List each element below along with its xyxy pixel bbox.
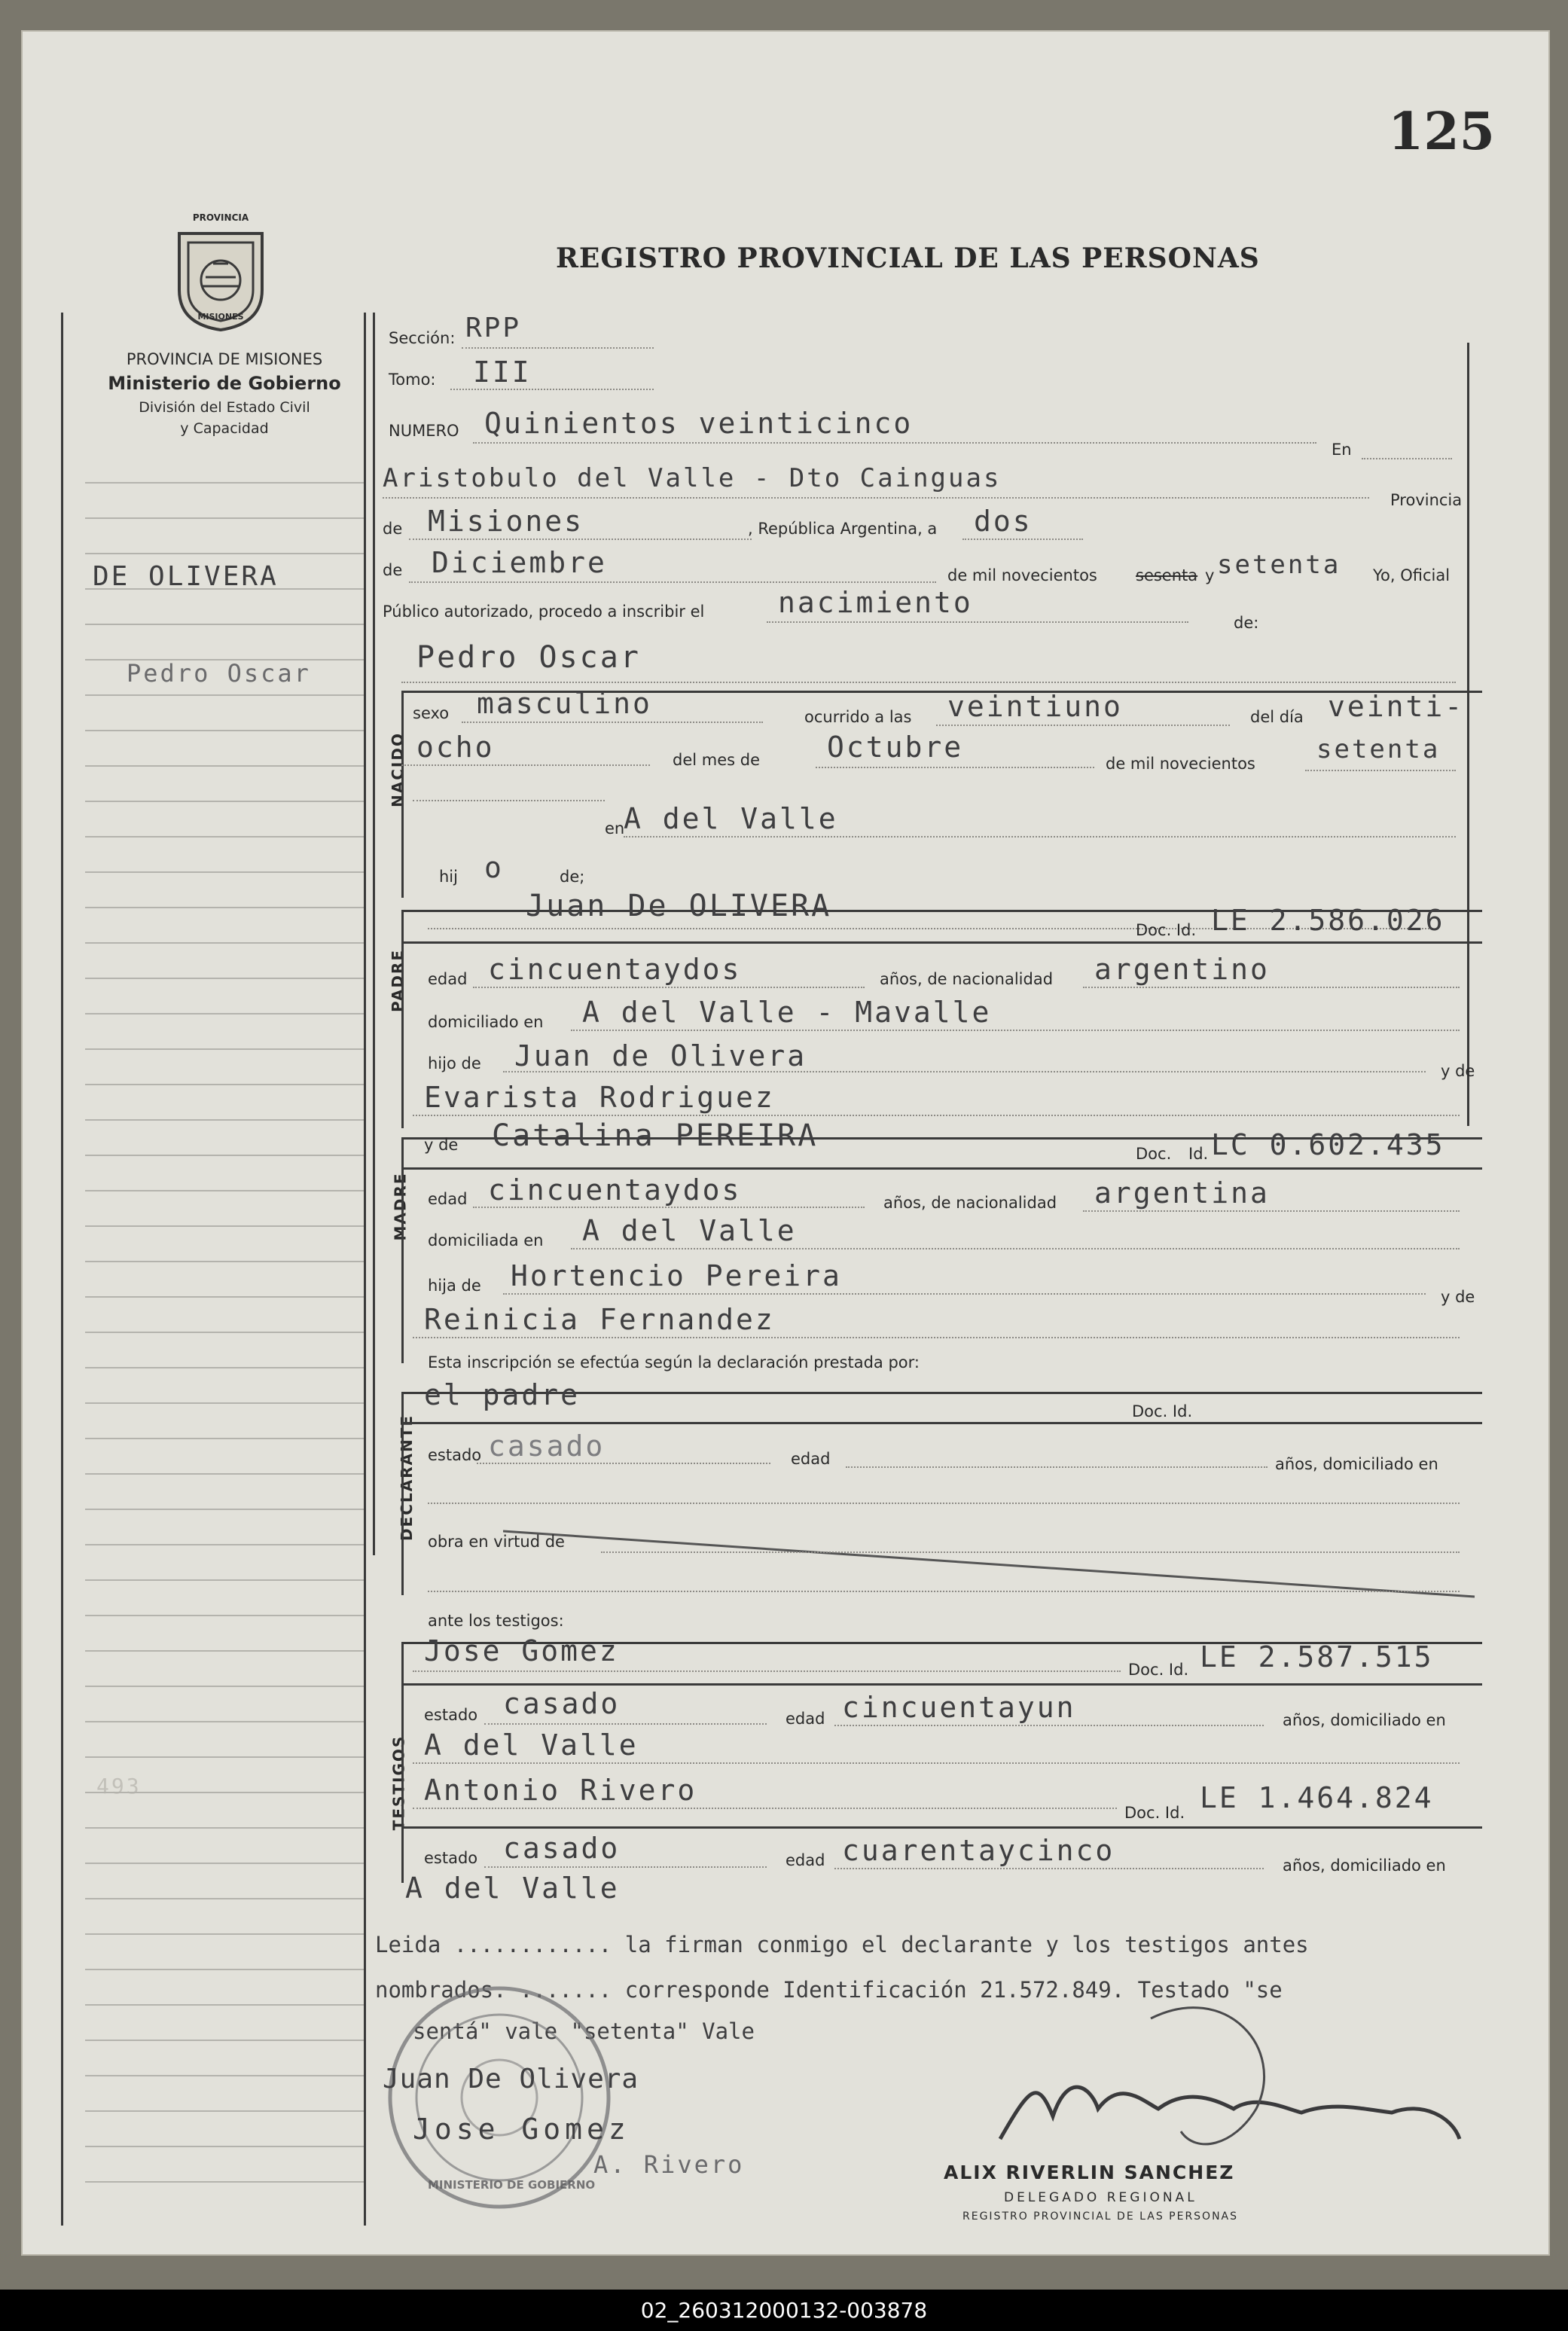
signature-rivero: A. Rivero <box>593 2150 745 2179</box>
value-testigo2-dom: A del Valle <box>405 1872 620 1905</box>
label-y: y <box>1205 566 1215 584</box>
value-mes: Diciembre <box>432 546 607 579</box>
sidebar-ruled-line <box>85 1579 364 1581</box>
document-page <box>21 30 1550 2256</box>
sidebar-ruled-line <box>85 1438 364 1439</box>
value-testigo1-estado: casado <box>503 1687 621 1720</box>
value-padre-dom: A del Valle - Mavalle <box>582 996 992 1029</box>
sidebar-ruled-line <box>85 482 364 484</box>
label-ante: ante los testigos: <box>428 1612 564 1630</box>
nacido-side-rule <box>401 691 404 898</box>
label-madre-id: Id. <box>1188 1145 1209 1163</box>
value-padre-y-de: Evarista Rodriguez <box>424 1081 775 1114</box>
page-title: REGISTRO PROVINCIAL DE LAS PERSONAS <box>556 243 1260 274</box>
label-sesenta: sesenta <box>1136 566 1198 584</box>
value-tomo: III <box>473 355 532 389</box>
stamp-text: MINISTERIO DE GOBIERNO <box>428 2178 596 2192</box>
value-mes-nac: Octubre <box>827 731 964 764</box>
sidebar-ruled-line <box>85 730 364 731</box>
sidebar-ruled-line <box>85 1827 364 1829</box>
value-padre-nombre: Juan De OLIVERA <box>526 889 832 923</box>
value-testigo1: Jose Gomez <box>424 1634 619 1667</box>
value-padre-doc: LE 2.586.026 <box>1211 904 1445 937</box>
sidebar-capacity: y Capacidad <box>180 420 269 437</box>
label-t2-edad: edad <box>786 1851 825 1869</box>
official-office: REGISTRO PROVINCIAL DE LAS PERSONAS <box>962 2210 1239 2223</box>
sidebar-ruled-line <box>85 1261 364 1262</box>
label-padre-dom: domiciliado en <box>428 1013 544 1031</box>
sidebar-surname: DE OLIVERA <box>93 561 279 592</box>
official-title: DELEGADO REGIONAL <box>1004 2190 1197 2205</box>
form-left-rule <box>373 313 375 1555</box>
value-hora: veintiuno <box>947 690 1123 723</box>
value-madre-edad: cincuentaydos <box>488 1173 742 1207</box>
official-round-stamp <box>383 1981 616 2214</box>
value-hij: o <box>484 851 504 884</box>
sidebar-ruled-line <box>85 1473 364 1475</box>
sidebar-right-rule <box>364 313 366 2226</box>
label-en-nac: en <box>605 819 625 838</box>
sidebar-ruled-line <box>85 765 364 767</box>
label-madre-dom: domiciliada en <box>428 1231 544 1249</box>
sidebar-ruled-line <box>85 2040 364 2041</box>
sidebar-ruled-line <box>85 1509 364 1510</box>
label-padre-doc: Doc. Id. <box>1136 921 1197 939</box>
value-nombre: Pedro Oscar <box>416 640 641 675</box>
value-declarante: el padre <box>424 1378 581 1411</box>
sidebar-ruled-line <box>85 1544 364 1545</box>
sidebar-ruled-line <box>85 2110 364 2112</box>
label-t2-anos-dom: años, domiciliado en <box>1283 1857 1446 1875</box>
label-de: de <box>383 520 403 538</box>
value-dia: dos <box>974 505 1033 538</box>
value-testigo2: Antonio Rivero <box>424 1774 697 1807</box>
sidebar-ruled-line <box>85 1898 364 1899</box>
closing-line-3: sentá" vale "setenta" Vale <box>413 2018 755 2044</box>
sidebar-ruled-line <box>85 1013 364 1014</box>
label-en: En <box>1332 441 1352 459</box>
section-label-nacido: NACIDO <box>388 732 407 807</box>
section-label-testigos: TESTIGOS <box>389 1735 408 1831</box>
sidebar-ruled-line <box>85 1863 364 1864</box>
closing-line-1: Leida ............ la firman conmigo el declarante y los testigos antes <box>375 1932 1309 1957</box>
label-del-mes: del mes de <box>673 751 761 769</box>
section-label-madre: MADRE <box>391 1172 410 1241</box>
sidebar-ruled-line <box>85 2181 364 2183</box>
official-name: ALIX RIVERLIN SANCHEZ <box>944 2162 1235 2183</box>
sidebar-ruled-line <box>85 836 364 838</box>
sidebar-ruled-line <box>85 1332 364 1333</box>
section-label-padre: PADRE <box>388 949 407 1012</box>
value-dia-nac2: ocho <box>416 731 495 764</box>
page-number: 125 <box>1388 102 1495 162</box>
sidebar-ruled-line <box>85 1402 364 1404</box>
label-tomo: Tomo: <box>389 371 436 389</box>
sidebar-ruled-line <box>85 1756 364 1758</box>
label-yo-oficial: Yo, Oficial <box>1373 566 1451 584</box>
sidebar-ruled-line <box>85 942 364 944</box>
label-obra: obra en virtud de <box>428 1533 565 1551</box>
sidebar-ruled-line <box>85 871 364 873</box>
value-testigo2-estado: casado <box>503 1832 621 1865</box>
value-madre-nombre: Catalina PEREIRA <box>492 1118 819 1153</box>
signature-juan: Juan De Olivera <box>383 2064 639 2095</box>
value-testigo1-dom: A del Valle <box>424 1728 639 1762</box>
value-numero: Quinientos veinticinco <box>484 407 914 440</box>
value-lugar-nac: A del Valle <box>624 802 838 835</box>
testigos-side-rule <box>401 1642 404 1883</box>
value-testigo2-edad: cuarentaycinco <box>842 1834 1115 1867</box>
label-de-mes: de <box>383 561 403 579</box>
value-padre-hijo-de: Juan de Olivera <box>514 1039 807 1072</box>
label-t1-edad: edad <box>786 1710 825 1728</box>
sidebar-ruled-line <box>85 517 364 519</box>
label-madre-y-de: y de <box>424 1136 459 1154</box>
value-sexo: masculino <box>477 687 652 720</box>
signature-jose: Jose Gomez <box>413 2113 630 2146</box>
label-de-semi: de; <box>560 868 585 886</box>
label-padre-edad: edad <box>428 970 468 988</box>
label-numero: NUMERO <box>389 422 459 440</box>
value-en-place: Aristobulo del Valle - Dto Cainguas <box>383 463 1002 493</box>
label-t1-doc: Doc. Id. <box>1128 1661 1189 1679</box>
label-del-dia: del día <box>1250 708 1304 726</box>
form-right-rule <box>1467 343 1469 1126</box>
coat-of-arms-seal <box>172 212 270 331</box>
sidebar-ruled-line <box>85 1933 364 1935</box>
image-id-footer: 02_260312000132-003878 <box>0 2290 1568 2331</box>
value-anio: setenta <box>1217 550 1341 580</box>
label-madre-doc: Doc. <box>1136 1145 1172 1163</box>
sidebar-ruled-line <box>85 2004 364 2006</box>
sidebar-ruled-line <box>85 1792 364 1793</box>
sidebar-ruled-line <box>85 907 364 908</box>
sidebar-ministry: Ministerio de Gobierno <box>108 373 341 394</box>
label-madre-y-de2: y de <box>1441 1288 1475 1306</box>
sidebar-ruled-line <box>85 1190 364 1191</box>
value-decl-estado: casado <box>488 1429 606 1463</box>
closing-line-2: nombrados. ....... corresponde Identificación 21.572.849. Testado "se <box>375 1977 1283 2003</box>
sidebar-ruled-line <box>85 1119 364 1121</box>
label-madre-edad: edad <box>428 1190 468 1208</box>
seal-text-bottom: MISIONES <box>197 312 244 322</box>
label-publico: Público autorizado, procedo a inscribir el <box>383 603 705 621</box>
label-ocurrido: ocurrido a las <box>804 708 912 726</box>
sidebar-ruled-line <box>85 1225 364 1227</box>
label-t2-doc: Doc. Id. <box>1124 1804 1185 1822</box>
section-label-declarante: DECLARANTE <box>398 1414 416 1542</box>
sidebar-ruled-line <box>85 1969 364 1970</box>
value-madre-y-de: Reinicia Fernandez <box>424 1303 775 1336</box>
declarante-cancel-stroke <box>503 1525 1482 1608</box>
sidebar-ruled-line <box>85 1721 364 1722</box>
value-testigo2-doc: LE 1.464.824 <box>1200 1781 1434 1814</box>
sidebar-ruled-line <box>85 624 364 625</box>
label-hij: hij <box>439 868 458 886</box>
sidebar-ruled-line <box>85 1048 364 1050</box>
sidebar-ruled-line <box>85 1084 364 1085</box>
value-seccion: RPP <box>465 313 522 343</box>
label-decl-edad: edad <box>791 1450 831 1468</box>
official-signature <box>970 1988 1467 2169</box>
sidebar-province: PROVINCIA DE MISIONES <box>126 350 323 368</box>
sidebar-ruled-line <box>85 1650 364 1652</box>
value-testigo1-edad: cincuentayun <box>842 1691 1076 1724</box>
label-t2-estado: estado <box>424 1849 478 1867</box>
sidebar-left-rule <box>61 313 63 2226</box>
sidebar-ruled-line <box>85 801 364 802</box>
value-testigo1-doc: LE 2.587.515 <box>1200 1640 1434 1673</box>
sidebar-ruled-line <box>85 553 364 554</box>
label-seccion: Sección: <box>389 329 456 347</box>
sidebar-given-names: Pedro Oscar <box>127 659 311 688</box>
label-t1-anos-dom: años, domiciliado en <box>1283 1711 1446 1729</box>
value-madre-doc: LC 0.602.435 <box>1211 1128 1445 1161</box>
value-padre-nac: argentino <box>1094 953 1270 986</box>
sidebar-ruled-line <box>85 1686 364 1687</box>
sidebar-ruled-line <box>85 694 364 696</box>
label-decl-anos-dom: años, domiciliado en <box>1275 1455 1438 1473</box>
sidebar-division: División del Estado Civil <box>139 399 310 416</box>
label-madre-hija-de: hija de <box>428 1277 481 1295</box>
sidebar-ruled-line <box>85 1615 364 1616</box>
label-padre-anos-nac: años, de nacionalidad <box>880 970 1054 988</box>
label-de-colon: de: <box>1234 614 1259 632</box>
sidebar-ruled-line <box>85 588 364 590</box>
sidebar-ruled-line <box>85 1155 364 1156</box>
madre-side-rule <box>401 1137 404 1363</box>
sidebar-ruled-line <box>85 1367 364 1368</box>
value-provincia-de: Misiones <box>428 505 584 538</box>
label-decl-doc: Doc. Id. <box>1132 1402 1193 1420</box>
sidebar-ruled-line <box>85 2146 364 2147</box>
label-madre-anos-nac: años, de nacionalidad <box>883 1194 1057 1212</box>
sidebar-ruled-line <box>85 659 364 661</box>
label-t1-estado: estado <box>424 1706 478 1724</box>
value-anio-nac: setenta <box>1316 734 1441 764</box>
sidebar-ruled-line <box>85 978 364 979</box>
label-republica: , República Argentina, a <box>748 520 938 538</box>
value-acto: nacimiento <box>778 586 973 619</box>
value-padre-edad: cincuentaydos <box>488 953 742 986</box>
seal-text-top: PROVINCIA <box>192 212 249 223</box>
sidebar-ruled-line <box>85 1296 364 1298</box>
sidebar-ruled-line <box>85 2075 364 2076</box>
value-madre-nac: argentina <box>1094 1176 1270 1210</box>
label-de-mil: de mil novecientos <box>947 566 1097 584</box>
label-padre-hijo-de: hijo de <box>428 1054 481 1072</box>
label-sexo: sexo <box>413 704 450 722</box>
value-madre-hija-de: Hortencio Pereira <box>511 1259 842 1292</box>
sidebar-faint-note: 493 <box>96 1774 142 1799</box>
label-provincia: Provincia <box>1390 491 1463 509</box>
value-madre-dom: A del Valle <box>582 1214 797 1247</box>
label-decl-estado: estado <box>428 1446 482 1464</box>
label-padre-y-de: y de <box>1441 1062 1475 1080</box>
label-de-mil-nac: de mil novecientos <box>1106 755 1255 773</box>
value-dia-nac: veinti- <box>1328 690 1465 723</box>
label-inscripcion: Esta inscripción se efectúa según la declaración prestada por: <box>428 1353 920 1371</box>
